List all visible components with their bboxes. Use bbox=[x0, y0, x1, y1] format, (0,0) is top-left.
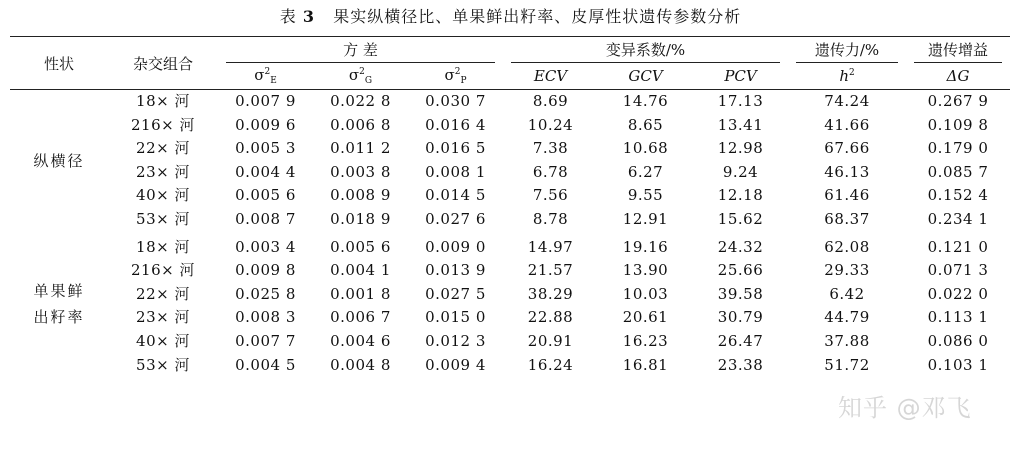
sigma-e-cell: 0.007 9 bbox=[235, 92, 296, 110]
delta-g-cell: 0.113 1 bbox=[927, 308, 989, 327]
ecv-cell: 20.91 bbox=[527, 331, 574, 350]
ecv-cell: 21.57 bbox=[527, 261, 574, 280]
table-row bbox=[10, 184, 1010, 208]
genetic-parameter-table bbox=[10, 36, 1010, 377]
h2-cell: 74.24 bbox=[824, 92, 870, 110]
ecv-cell: 8.69 bbox=[532, 92, 569, 110]
gcv-cell: 10.68 bbox=[622, 139, 669, 158]
sigma-g-cell: 0.018 9 bbox=[330, 209, 391, 228]
delta-g-cell: 0.109 8 bbox=[927, 115, 989, 134]
table-row bbox=[10, 259, 1010, 283]
sigma-p-cell: 0.008 1 bbox=[425, 162, 486, 181]
header-pcv: PCV bbox=[724, 67, 757, 85]
sigma-p-cell: 0.015 0 bbox=[425, 308, 486, 327]
pcv-cell: 13.41 bbox=[717, 115, 764, 134]
trait-cell: 单果鲜出籽率 bbox=[33, 282, 85, 327]
pcv-cell: 23.38 bbox=[717, 355, 764, 374]
header-sigma-g: $\sigma^2_G$ bbox=[348, 66, 373, 86]
header-variance: 方 差 bbox=[218, 37, 503, 64]
cross-cell: 53× 河 bbox=[136, 209, 190, 228]
sigma-g-cell: 0.008 9 bbox=[330, 186, 391, 205]
ecv-cell: 14.97 bbox=[527, 237, 574, 256]
header-gain: 遗传增益 bbox=[906, 37, 1010, 64]
table-row bbox=[10, 90, 1010, 114]
sigma-g-cell: 0.004 6 bbox=[330, 331, 391, 350]
table-body bbox=[10, 90, 1010, 378]
table-caption bbox=[0, 6, 1021, 28]
gcv-cell: 8.65 bbox=[627, 115, 664, 134]
sigma-g-cell: 0.003 8 bbox=[330, 162, 391, 181]
header-ecv: ECV bbox=[533, 67, 568, 85]
sigma-g-cell: 0.006 8 bbox=[330, 115, 391, 134]
header-sigma-e: $\sigma^2_E$ bbox=[254, 66, 277, 86]
delta-g-cell: 0.085 7 bbox=[927, 162, 989, 181]
sigma-g-cell: 0.004 8 bbox=[330, 355, 391, 374]
sigma-e-cell: 0.004 4 bbox=[235, 162, 296, 181]
gcv-cell: 20.61 bbox=[622, 308, 669, 327]
sigma-p-cell: 0.030 7 bbox=[425, 92, 486, 110]
header-trait: 性状 bbox=[43, 54, 74, 73]
pcv-cell: 26.47 bbox=[717, 331, 764, 350]
cross-cell: 40× 河 bbox=[136, 331, 190, 350]
sigma-e-cell: 0.009 6 bbox=[235, 115, 296, 134]
header-sigma-p: $\sigma^2_P$ bbox=[444, 66, 467, 86]
sigma-e-cell: 0.025 8 bbox=[235, 284, 296, 303]
cross-cell: 22× 河 bbox=[136, 284, 190, 303]
trait-cell: 纵横径 bbox=[33, 151, 85, 170]
cross-cell: 216× 河 bbox=[131, 261, 195, 280]
caption-prefix: 表 bbox=[279, 7, 297, 26]
table-row bbox=[10, 306, 1010, 330]
ecv-cell: 6.78 bbox=[532, 162, 569, 181]
cross-cell: 22× 河 bbox=[136, 139, 190, 158]
sigma-e-cell: 0.005 3 bbox=[235, 139, 296, 158]
gcv-cell: 13.90 bbox=[622, 261, 669, 280]
table-row bbox=[10, 330, 1010, 354]
delta-g-cell: 0.152 4 bbox=[927, 186, 989, 205]
ecv-cell: 7.56 bbox=[532, 186, 569, 205]
cross-cell: 23× 河 bbox=[136, 162, 190, 181]
pcv-cell: 24.32 bbox=[717, 237, 764, 256]
sigma-g-cell: 0.004 1 bbox=[330, 261, 391, 280]
header-cross: 杂交组合 bbox=[132, 54, 193, 73]
ecv-cell: 38.29 bbox=[527, 284, 574, 303]
h2-cell: 67.66 bbox=[824, 139, 870, 158]
table-row bbox=[10, 283, 1010, 307]
pcv-cell: 30.79 bbox=[717, 308, 764, 327]
cross-cell: 40× 河 bbox=[136, 186, 190, 205]
pcv-cell: 39.58 bbox=[717, 284, 764, 303]
h2-cell: 6.42 bbox=[829, 284, 865, 303]
caption-number: 3 bbox=[302, 7, 315, 26]
delta-g-cell: 0.121 0 bbox=[927, 237, 989, 256]
sigma-p-cell: 0.012 3 bbox=[425, 331, 486, 350]
sigma-p-cell: 0.027 6 bbox=[425, 209, 486, 228]
caption-title: 果实纵横径比、单果鲜出籽率、皮厚性状遗传参数分析 bbox=[333, 7, 742, 26]
h2-cell: 62.08 bbox=[824, 237, 870, 256]
header-gcv: GCV bbox=[628, 67, 663, 85]
table-header bbox=[10, 37, 1010, 90]
pcv-cell: 12.98 bbox=[717, 139, 764, 158]
delta-g-cell: 0.179 0 bbox=[927, 139, 989, 158]
delta-g-cell: 0.234 1 bbox=[927, 209, 989, 228]
header-delta-g: ΔG bbox=[946, 67, 970, 85]
table-row bbox=[10, 137, 1010, 161]
sigma-p-cell: 0.014 5 bbox=[425, 186, 486, 205]
table-row bbox=[10, 232, 1010, 260]
sigma-g-cell: 0.005 6 bbox=[330, 237, 391, 256]
h2-cell: 29.33 bbox=[824, 261, 870, 280]
h2-cell: 37.88 bbox=[824, 331, 870, 350]
h2-cell: 51.72 bbox=[824, 355, 870, 374]
cross-cell: 216× 河 bbox=[131, 115, 195, 134]
sigma-e-cell: 0.005 6 bbox=[235, 186, 296, 205]
cross-cell: 18× 河 bbox=[136, 92, 190, 110]
ecv-cell: 8.78 bbox=[532, 209, 569, 228]
pcv-cell: 17.13 bbox=[717, 92, 764, 110]
sigma-e-cell: 0.007 7 bbox=[235, 331, 296, 350]
gcv-cell: 6.27 bbox=[627, 162, 664, 181]
pcv-cell: 12.18 bbox=[717, 186, 764, 205]
delta-g-cell: 0.086 0 bbox=[927, 331, 989, 350]
h2-cell: 68.37 bbox=[824, 209, 870, 228]
gcv-cell: 14.76 bbox=[622, 92, 669, 110]
sigma-p-cell: 0.016 5 bbox=[425, 139, 486, 158]
pcv-cell: 25.66 bbox=[717, 261, 764, 280]
delta-g-cell: 0.071 3 bbox=[927, 261, 989, 280]
h2-cell: 46.13 bbox=[824, 162, 870, 181]
gcv-cell: 12.91 bbox=[622, 209, 669, 228]
watermark: 知乎 @邓飞 bbox=[838, 394, 972, 422]
sigma-p-cell: 0.013 9 bbox=[425, 261, 486, 280]
ecv-cell: 7.38 bbox=[532, 139, 569, 158]
table-row bbox=[10, 354, 1010, 378]
ecv-cell: 16.24 bbox=[527, 355, 574, 374]
gcv-cell: 9.55 bbox=[627, 186, 664, 205]
sigma-g-cell: 0.001 8 bbox=[330, 284, 391, 303]
sigma-e-cell: 0.008 3 bbox=[235, 308, 296, 327]
sigma-e-cell: 0.004 5 bbox=[235, 355, 296, 374]
sigma-e-cell: 0.003 4 bbox=[235, 237, 296, 256]
sigma-p-cell: 0.009 4 bbox=[425, 355, 486, 374]
h2-cell: 44.79 bbox=[824, 308, 870, 327]
pcv-cell: 9.24 bbox=[722, 162, 759, 181]
cross-cell: 53× 河 bbox=[136, 355, 190, 374]
sigma-p-cell: 0.009 0 bbox=[425, 237, 486, 256]
ecv-cell: 10.24 bbox=[527, 115, 574, 134]
gcv-cell: 10.03 bbox=[622, 284, 669, 303]
header-cv: 变异系数/% bbox=[503, 37, 788, 64]
cross-cell: 23× 河 bbox=[136, 308, 190, 327]
table-row bbox=[10, 208, 1010, 232]
gcv-cell: 16.81 bbox=[622, 355, 669, 374]
sigma-p-cell: 0.016 4 bbox=[425, 115, 486, 134]
sigma-e-cell: 0.009 8 bbox=[235, 261, 296, 280]
h2-cell: 61.46 bbox=[824, 186, 870, 205]
sigma-g-cell: 0.022 8 bbox=[330, 92, 391, 110]
sigma-g-cell: 0.006 7 bbox=[330, 308, 391, 327]
sigma-g-cell: 0.011 2 bbox=[330, 139, 391, 158]
gcv-cell: 16.23 bbox=[622, 331, 669, 350]
table-row bbox=[10, 161, 1010, 185]
h2-cell: 41.66 bbox=[824, 115, 870, 134]
pcv-cell: 15.62 bbox=[717, 209, 764, 228]
ecv-cell: 22.88 bbox=[527, 308, 574, 327]
delta-g-cell: 0.022 0 bbox=[927, 284, 989, 303]
delta-g-cell: 0.267 9 bbox=[927, 92, 989, 110]
table-row bbox=[10, 114, 1010, 138]
delta-g-cell: 0.103 1 bbox=[927, 355, 989, 374]
header-h2: $h^2$ bbox=[839, 67, 855, 85]
gcv-cell: 19.16 bbox=[622, 237, 669, 256]
sigma-e-cell: 0.008 7 bbox=[235, 209, 296, 228]
header-heritability: 遗传力/% bbox=[788, 37, 906, 64]
cross-cell: 18× 河 bbox=[136, 237, 190, 256]
sigma-p-cell: 0.027 5 bbox=[425, 284, 486, 303]
